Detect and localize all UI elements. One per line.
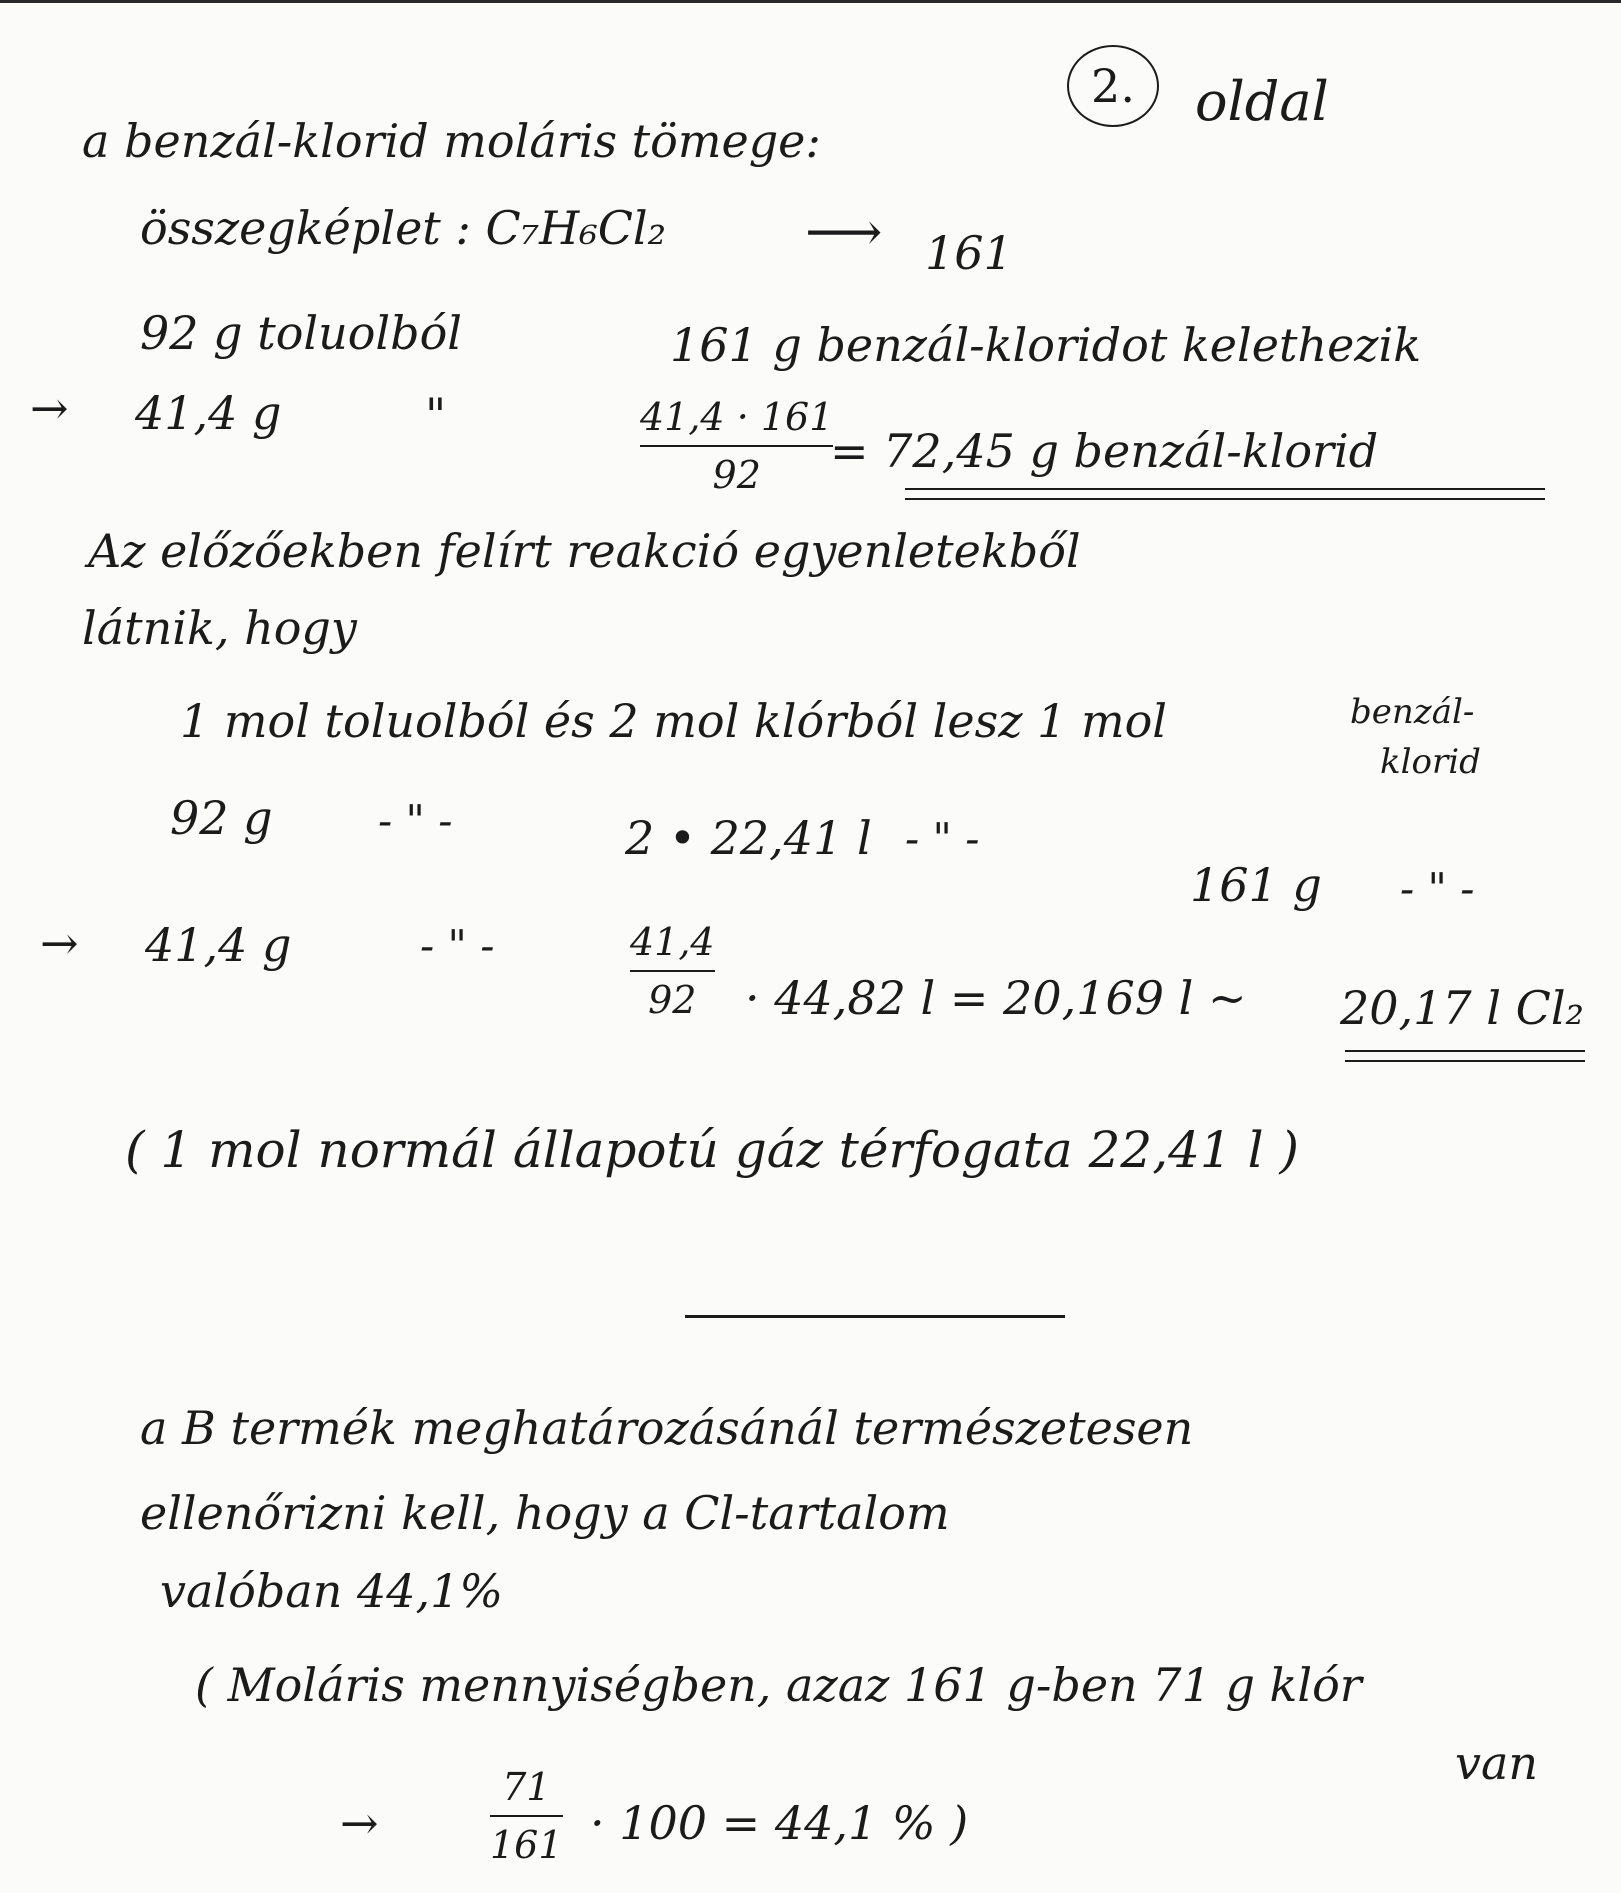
result-underline-2b [1345,1060,1585,1062]
fraction-2-numerator: 41,4 [630,920,715,964]
arrow-1: → [30,381,69,435]
check-text-2: ellenőrizni kell, hogy a Cl-tartalom [140,1486,950,1540]
chlorine-result: 20,17 l Cl₂ [1340,981,1584,1035]
task-number-circle [1067,45,1159,127]
fraction-2-denominator: 92 [648,978,697,1022]
reaction-text-1: Az előzőekben felírt reakció egyenletekből [88,524,1081,578]
ditto-2: - " - [378,796,453,845]
benzal-yield-line: 161 g benzál-kloridot kelethezik [670,318,1422,372]
result-underline-1b [905,498,1545,500]
benzal-word-2: klorid [1380,742,1481,782]
fraction-3-bar [490,1815,563,1817]
section-separator [685,1315,1065,1318]
ditto-5: - " - [420,921,495,970]
benzal-word-1: benzál- [1350,692,1475,732]
result-underline-1a [905,488,1545,490]
fraction-3 [490,1765,563,1867]
molar-check-van: van [1455,1736,1539,1790]
molar-mass-heading: a benzál-klorid moláris tömege: [82,114,821,168]
arrow-3: → [340,1796,379,1850]
page-top-edge [0,0,1621,3]
gas-volume-note: ( 1 mol normál állapotú gáz térfogata 22,41 l ) [125,1121,1299,1179]
toluene-41g: 41,4 g [145,918,292,972]
fraction-2-bar [630,970,715,972]
formula-line: összegképlet : C₇H₆Cl₂ [140,201,667,255]
fraction-3-numerator: 71 [502,1765,551,1809]
fraction-2 [630,920,715,1022]
task-label: oldal [1195,70,1329,133]
ditto-3: - " - [905,814,980,863]
fraction-1-numerator: 41,4 · 161 [640,395,834,439]
fraction-1 [640,395,833,497]
formula-arrow: ⟶ [805,200,883,263]
fraction-1-bar [640,445,833,447]
benzal-161g: 161 g [1190,858,1322,912]
toluene-line: 92 g toluolból [140,306,462,360]
ditto-4: - " - [1400,864,1475,913]
percent-result: · 100 = 44,1 % ) [590,1796,969,1850]
reaction-text-2: látnik, hogy [82,601,357,655]
fraction-3-denominator: 161 [490,1823,563,1867]
molar-check: ( Moláris mennyiségben, azaz 161 g-ben 71 g klór [195,1658,1362,1712]
result-underline-2a [1345,1050,1585,1052]
toluene-92g: 92 g [170,791,273,845]
toluene-mass: 41,4 g [135,386,282,440]
fraction-1-denominator: 92 [712,453,761,497]
mol-relation: 1 mol toluolból és 2 mol klórból lesz 1 mol [180,694,1167,748]
check-text-1: a B termék meghatározásánál természetesen [140,1401,1194,1455]
arrow-2: → [40,916,79,970]
benzal-mass-result: = 72,45 g benzál-klorid [830,424,1379,478]
task-number: 2. [1091,59,1135,113]
chlorine-volume: 2 • 22,41 l [625,811,872,865]
molar-mass-value: 161 [925,226,1013,280]
chlorine-calc: · 44,82 l = 20,169 l ~ [745,971,1247,1025]
ditto-1: " [425,388,447,442]
check-text-3: valóban 44,1% [160,1564,504,1618]
